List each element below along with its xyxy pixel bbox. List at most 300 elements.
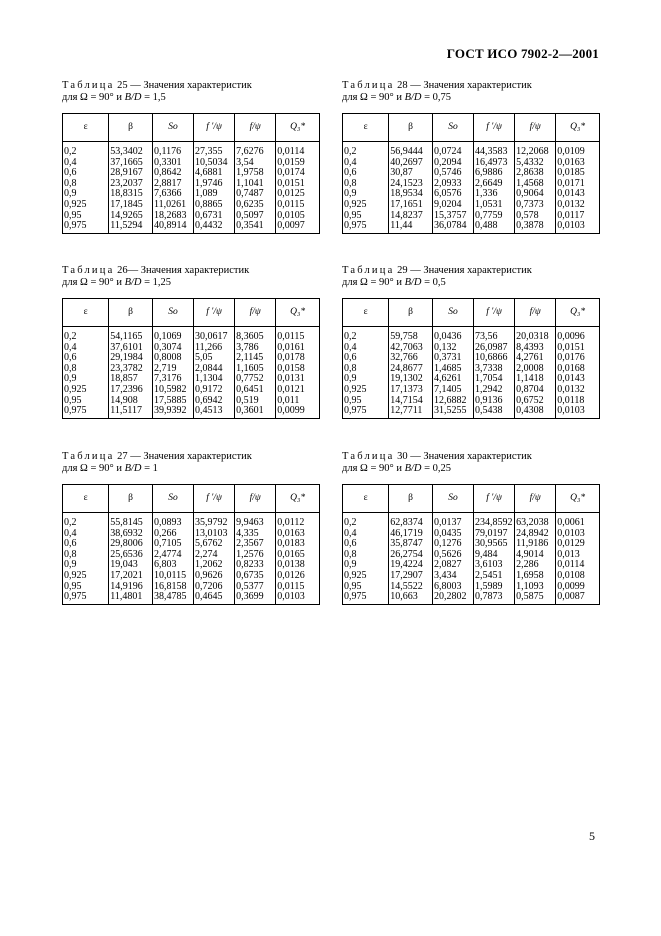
table-cell: 0,9 — [343, 374, 389, 385]
table-cell: 46,1719 — [389, 529, 433, 540]
data-table — [342, 484, 600, 605]
table-cell: 9,9463 — [235, 513, 276, 529]
column-header: So — [152, 485, 193, 513]
table-cell: 56,9444 — [389, 142, 433, 158]
table-label: Таблица — [62, 80, 115, 91]
table-condition — [62, 277, 320, 289]
table-cell: 5,4332 — [515, 158, 556, 169]
table-cell: 0,925 — [343, 200, 389, 211]
table-cell: 0,975 — [343, 406, 389, 418]
column-header: Q₃* — [556, 299, 600, 327]
table-cell: 6,803 — [152, 560, 193, 571]
table-cell: 54,1165 — [109, 327, 153, 343]
table-cell: 13,0103 — [194, 529, 235, 540]
table-cell: 0,6 — [63, 168, 109, 179]
table-cell: 0,0129 — [556, 539, 600, 550]
table-cell: 0,3878 — [515, 221, 556, 233]
table-cell: 0,4 — [63, 529, 109, 540]
table-cell: 0,975 — [63, 221, 109, 233]
table-cell: 0,2 — [63, 513, 109, 529]
table-cell: 18,2683 — [152, 211, 193, 222]
table-cell: 0,975 — [63, 592, 109, 604]
table-cell: 1,4568 — [515, 179, 556, 190]
table-condition — [342, 92, 600, 104]
table-cell: 0,95 — [63, 211, 109, 222]
table-row — [343, 142, 600, 158]
table-cell: 5,6762 — [194, 539, 235, 550]
table-cell: 0,95 — [343, 582, 389, 593]
table-cell: 20,2802 — [432, 592, 473, 604]
table-cell: 0,8 — [343, 550, 389, 561]
table-cell: 2,1145 — [235, 353, 276, 364]
table-cell: 0,0161 — [276, 343, 320, 354]
table-cell: 0,0061 — [556, 513, 600, 529]
table-cell: 0,8 — [63, 550, 109, 561]
column-header: ε — [343, 114, 389, 142]
table-cell: 31,5255 — [432, 406, 473, 418]
table-cell: 18,9534 — [389, 189, 433, 200]
table-cell: 0,925 — [63, 200, 109, 211]
table-cell: 28,9167 — [109, 168, 153, 179]
column-header: β — [109, 114, 153, 142]
table-cell: 3,6103 — [474, 560, 515, 571]
table-cell: 1,1304 — [194, 374, 235, 385]
table-cell: 12,2068 — [515, 142, 556, 158]
table-cell: 3,434 — [432, 571, 473, 582]
table-cell: 0,8 — [63, 364, 109, 375]
table-cell: 0,9 — [63, 560, 109, 571]
table-cell: 0,925 — [63, 385, 109, 396]
table-cell: 0,2094 — [432, 158, 473, 169]
table-cell: 0,4645 — [194, 592, 235, 604]
table-block-27 — [62, 451, 320, 605]
table-cell: 12,6882 — [432, 396, 473, 407]
header-row — [63, 299, 320, 327]
table-cell: 11,9186 — [515, 539, 556, 550]
table-condition — [342, 463, 600, 475]
column-header: f ′/ψ — [474, 114, 515, 142]
table-cell: 0,2 — [343, 327, 389, 343]
table-cell: 0,8865 — [194, 200, 235, 211]
table-cell: 1,1041 — [235, 179, 276, 190]
table-cell: 29,8006 — [109, 539, 153, 550]
table-block-29 — [342, 265, 600, 419]
table-cell: 0,9136 — [474, 396, 515, 407]
column-header: β — [389, 114, 433, 142]
table-cell: 0,0138 — [276, 560, 320, 571]
table-cell: 2,286 — [515, 560, 556, 571]
table-condition — [62, 92, 320, 104]
table-cell: 0,0176 — [556, 353, 600, 364]
table-row — [343, 385, 600, 396]
table-cell: 24,8942 — [515, 529, 556, 540]
table-cell: 0,0099 — [556, 582, 600, 593]
table-cell: 30,87 — [389, 168, 433, 179]
column-header: f/ψ — [235, 299, 276, 327]
table-cell: 0,0105 — [276, 211, 320, 222]
table-cell: 0,6752 — [515, 396, 556, 407]
table-row — [63, 327, 320, 343]
table-block-30 — [342, 451, 600, 605]
table-cell: 30,0617 — [194, 327, 235, 343]
column-header: Q₃* — [276, 299, 320, 327]
table-cell: 0,6 — [343, 539, 389, 550]
column-header: So — [432, 485, 473, 513]
table-cell: 17,1373 — [389, 385, 433, 396]
table-cell: 16,8158 — [152, 582, 193, 593]
header-row — [343, 485, 600, 513]
column-header: ε — [343, 299, 389, 327]
table-cell: 42,7063 — [389, 343, 433, 354]
table-cell: 36,0784 — [432, 221, 473, 233]
table-cell: 0,0118 — [556, 396, 600, 407]
table-cell: 0,0103 — [276, 592, 320, 604]
table-cell: 0,8704 — [515, 385, 556, 396]
data-table — [342, 298, 600, 419]
table-cell: 17,2021 — [109, 571, 153, 582]
table-cell: 0,0114 — [556, 560, 600, 571]
table-cell: 0,132 — [432, 343, 473, 354]
table-cell: 0,8 — [343, 179, 389, 190]
table-cell: 20,0318 — [515, 327, 556, 343]
table-row — [343, 571, 600, 582]
table-cell: 10,5034 — [194, 158, 235, 169]
column-header: f ′/ψ — [194, 299, 235, 327]
condition-prefix: для Ω = 90° и — [342, 463, 405, 474]
table-caption — [342, 80, 600, 92]
header-row — [63, 485, 320, 513]
table-cell: 39,9392 — [152, 406, 193, 418]
table-cell: 0,4 — [63, 158, 109, 169]
table-cell: 11,0261 — [152, 200, 193, 211]
table-cell: 19,043 — [109, 560, 153, 571]
table-cell: 7,6366 — [152, 189, 193, 200]
table-cell: 0,0126 — [276, 571, 320, 582]
table-cell: 0,6451 — [235, 385, 276, 396]
table-cell: 1,9758 — [235, 168, 276, 179]
condition-prefix: для Ω = 90° и — [62, 277, 125, 288]
table-cell: 79,0197 — [474, 529, 515, 540]
table-condition — [342, 277, 600, 289]
table-cell: 0,8233 — [235, 560, 276, 571]
table-cell: 7,6276 — [235, 142, 276, 158]
table-cell: 0,1276 — [432, 539, 473, 550]
table-cell: 0,3301 — [152, 158, 193, 169]
table-cell: 0,8008 — [152, 353, 193, 364]
table-cell: 0,0158 — [276, 364, 320, 375]
table-cell: 0,5438 — [474, 406, 515, 418]
table-cell: 14,5522 — [389, 582, 433, 593]
table-cell: 1,5989 — [474, 582, 515, 593]
table-cell: 0,8 — [63, 179, 109, 190]
table-cell: 0,95 — [343, 211, 389, 222]
table-row — [63, 592, 320, 604]
table-cell: 0,7873 — [474, 592, 515, 604]
condition-variable: B/D — [404, 463, 422, 474]
column-header: ε — [343, 485, 389, 513]
table-cell: 0,0435 — [432, 529, 473, 540]
table-row — [63, 221, 320, 233]
table-cell: 0,0087 — [556, 592, 600, 604]
table-number: 27 — Значения характеристик — [117, 451, 252, 462]
table-cell: 0,1069 — [152, 327, 193, 343]
table-cell: 0,0114 — [276, 142, 320, 158]
table-cell: 17,1845 — [109, 200, 153, 211]
table-label: Таблица — [342, 451, 395, 462]
table-cell: 0,0168 — [556, 364, 600, 375]
table-cell: 0,95 — [63, 582, 109, 593]
condition-value: = 0,75 — [421, 92, 452, 103]
column-header: f/ψ — [515, 299, 556, 327]
data-table — [62, 484, 320, 605]
table-cell: 24,8677 — [389, 364, 433, 375]
table-cell: 2,8817 — [152, 179, 193, 190]
table-cell: 0,3699 — [235, 592, 276, 604]
table-cell: 11,44 — [389, 221, 433, 233]
table-cell: 26,0987 — [474, 343, 515, 354]
table-cell: 1,6958 — [515, 571, 556, 582]
table-cell: 0,0159 — [276, 158, 320, 169]
table-cell: 0,0163 — [276, 529, 320, 540]
table-label: Таблица — [62, 265, 115, 276]
column-header: So — [152, 114, 193, 142]
table-cell: 6,8003 — [432, 582, 473, 593]
table-cell: 0,0121 — [276, 385, 320, 396]
table-cell: 9,0204 — [432, 200, 473, 211]
table-cell: 14,8237 — [389, 211, 433, 222]
table-cell: 0,5875 — [515, 592, 556, 604]
data-table — [62, 298, 320, 419]
table-cell: 2,3567 — [235, 539, 276, 550]
condition-value: = 1,25 — [141, 277, 172, 288]
table-cell: 10,0115 — [152, 571, 193, 582]
table-cell: 0,9064 — [515, 189, 556, 200]
table-cell: 0,9 — [343, 560, 389, 571]
condition-value: = 0,25 — [421, 463, 452, 474]
column-header: ε — [63, 485, 109, 513]
table-cell: 3,7338 — [474, 364, 515, 375]
table-cell: 0,5746 — [432, 168, 473, 179]
column-header: So — [432, 114, 473, 142]
table-cell: 10,5982 — [152, 385, 193, 396]
table-cell: 0,5626 — [432, 550, 473, 561]
table-cell: 1,2062 — [194, 560, 235, 571]
table-cell: 63,2038 — [515, 513, 556, 529]
table-cell: 0,925 — [343, 571, 389, 582]
table-cell: 0,0103 — [556, 529, 600, 540]
table-cell: 1,336 — [474, 189, 515, 200]
table-cell: 14,9196 — [109, 582, 153, 593]
table-cell: 0,7752 — [235, 374, 276, 385]
table-cell: 0,975 — [343, 592, 389, 604]
table-cell: 15,3757 — [432, 211, 473, 222]
table-cell: 17,1651 — [389, 200, 433, 211]
table-cell: 38,6932 — [109, 529, 153, 540]
table-cell: 234,8592 — [474, 513, 515, 529]
table-cell: 4,335 — [235, 529, 276, 540]
column-header: f/ψ — [235, 485, 276, 513]
table-row — [63, 200, 320, 211]
table-cell: 6,0576 — [432, 189, 473, 200]
table-cell: 10,6866 — [474, 353, 515, 364]
table-cell: 40,2697 — [389, 158, 433, 169]
table-cell: 1,9746 — [194, 179, 235, 190]
table-cell: 0,0165 — [276, 550, 320, 561]
table-cell: 0,0151 — [276, 179, 320, 190]
document-header: ГОСТ ИСО 7902-2—2001 — [446, 46, 599, 61]
condition-prefix: для Ω = 90° и — [62, 92, 125, 103]
table-cell: 4,6881 — [194, 168, 235, 179]
table-cell: 2,719 — [152, 364, 193, 375]
table-cell: 0,0174 — [276, 168, 320, 179]
table-cell: 2,274 — [194, 550, 235, 561]
table-cell: 19,4224 — [389, 560, 433, 571]
table-cell: 0,0185 — [556, 168, 600, 179]
table-cell: 0,7487 — [235, 189, 276, 200]
table-cell: 35,8747 — [389, 539, 433, 550]
column-header: So — [432, 299, 473, 327]
condition-value: = 0,5 — [421, 277, 446, 288]
table-cell: 8,4393 — [515, 343, 556, 354]
table-cell: 0,9 — [63, 189, 109, 200]
column-header: β — [389, 485, 433, 513]
table-cell: 0,013 — [556, 550, 600, 561]
table-cell: 73,56 — [474, 327, 515, 343]
table-cell: 0,4 — [343, 343, 389, 354]
header-row — [63, 114, 320, 142]
table-cell: 1,0531 — [474, 200, 515, 211]
table-caption — [342, 265, 600, 277]
table-cell: 0,9172 — [194, 385, 235, 396]
column-header: Q₃* — [556, 114, 600, 142]
table-cell: 0,0137 — [432, 513, 473, 529]
column-header: f ′/ψ — [474, 485, 515, 513]
table-cell: 0,7373 — [515, 200, 556, 211]
table-label: Таблица — [62, 451, 115, 462]
table-cell: 0,0171 — [556, 179, 600, 190]
table-cell: 5,05 — [194, 353, 235, 364]
table-cell: 0,0893 — [152, 513, 193, 529]
column-header: Q₃* — [276, 114, 320, 142]
table-cell: 0,0115 — [276, 200, 320, 211]
table-cell: 11,5294 — [109, 221, 153, 233]
table-cell: 14,7154 — [389, 396, 433, 407]
table-row — [343, 327, 600, 343]
header-row — [343, 299, 600, 327]
table-cell: 0,5097 — [235, 211, 276, 222]
table-cell: 24,1523 — [389, 179, 433, 190]
table-cell: 23,3782 — [109, 364, 153, 375]
table-cell: 0,95 — [63, 396, 109, 407]
condition-variable: B/D — [124, 92, 142, 103]
table-block-25 — [62, 80, 320, 234]
table-cell: 4,2761 — [515, 353, 556, 364]
table-number: 25 — Значения характеристик — [117, 80, 252, 91]
data-table — [342, 113, 600, 234]
table-cell: 11,266 — [194, 343, 235, 354]
table-cell: 0,4 — [343, 158, 389, 169]
table-cell: 3,786 — [235, 343, 276, 354]
condition-value: = 1 — [141, 463, 158, 474]
column-header: β — [389, 299, 433, 327]
table-cell: 8,3605 — [235, 327, 276, 343]
table-caption — [62, 265, 320, 277]
table-row — [63, 406, 320, 418]
table-cell: 0,0103 — [556, 406, 600, 418]
table-cell: 1,2942 — [474, 385, 515, 396]
table-cell: 0,8642 — [152, 168, 193, 179]
table-row — [343, 513, 600, 529]
table-cell: 0,3074 — [152, 343, 193, 354]
table-cell: 1,4685 — [432, 364, 473, 375]
condition-prefix: для Ω = 90° и — [62, 463, 125, 474]
table-cell: 25,6536 — [109, 550, 153, 561]
table-row — [343, 406, 600, 418]
table-number: 30 — Значения характеристик — [397, 451, 532, 462]
table-cell: 3,54 — [235, 158, 276, 169]
table-cell: 0,6 — [343, 353, 389, 364]
table-cell: 7,1405 — [432, 385, 473, 396]
table-cell: 0,2 — [63, 327, 109, 343]
table-cell: 0,4308 — [515, 406, 556, 418]
table-cell: 0,0132 — [556, 385, 600, 396]
table-cell: 0,0112 — [276, 513, 320, 529]
column-header: β — [109, 299, 153, 327]
table-cell: 0,0096 — [556, 327, 600, 343]
table-cell: 0,0115 — [276, 582, 320, 593]
table-cell: 0,6 — [343, 168, 389, 179]
table-cell: 0,0163 — [556, 158, 600, 169]
condition-prefix: для Ω = 90° и — [342, 92, 405, 103]
table-cell: 0,3541 — [235, 221, 276, 233]
table-cell: 6,9886 — [474, 168, 515, 179]
table-cell: 0,925 — [63, 571, 109, 582]
table-cell: 0,1176 — [152, 142, 193, 158]
table-cell: 2,6649 — [474, 179, 515, 190]
table-cell: 2,5451 — [474, 571, 515, 582]
table-cell: 0,011 — [276, 396, 320, 407]
column-header: Q₃* — [556, 485, 600, 513]
table-cell: 0,6 — [63, 353, 109, 364]
table-cell: 17,2396 — [109, 385, 153, 396]
table-cell: 17,2907 — [389, 571, 433, 582]
table-cell: 0,6942 — [194, 396, 235, 407]
table-cell: 11,4801 — [109, 592, 153, 604]
table-cell: 0,3731 — [432, 353, 473, 364]
table-cell: 2,0844 — [194, 364, 235, 375]
table-cell: 10,663 — [389, 592, 433, 604]
table-number: 28 — Значения характеристик — [397, 80, 532, 91]
table-cell: 0,975 — [343, 221, 389, 233]
table-label: Таблица — [342, 80, 395, 91]
table-cell: 7,3176 — [152, 374, 193, 385]
column-header: Q₃* — [276, 485, 320, 513]
table-cell: 9,484 — [474, 550, 515, 561]
table-cell: 0,0132 — [556, 200, 600, 211]
table-cell: 0,0109 — [556, 142, 600, 158]
table-cell: 0,7206 — [194, 582, 235, 593]
column-header: f/ψ — [235, 114, 276, 142]
table-cell: 14,9265 — [109, 211, 153, 222]
table-cell: 0,4 — [63, 343, 109, 354]
table-cell: 0,3601 — [235, 406, 276, 418]
table-cell: 0,9 — [343, 189, 389, 200]
table-cell: 53,3402 — [109, 142, 153, 158]
table-cell: 1,1605 — [235, 364, 276, 375]
table-cell: 18,8315 — [109, 189, 153, 200]
table-cell: 4,6261 — [432, 374, 473, 385]
table-block-28 — [342, 80, 600, 234]
